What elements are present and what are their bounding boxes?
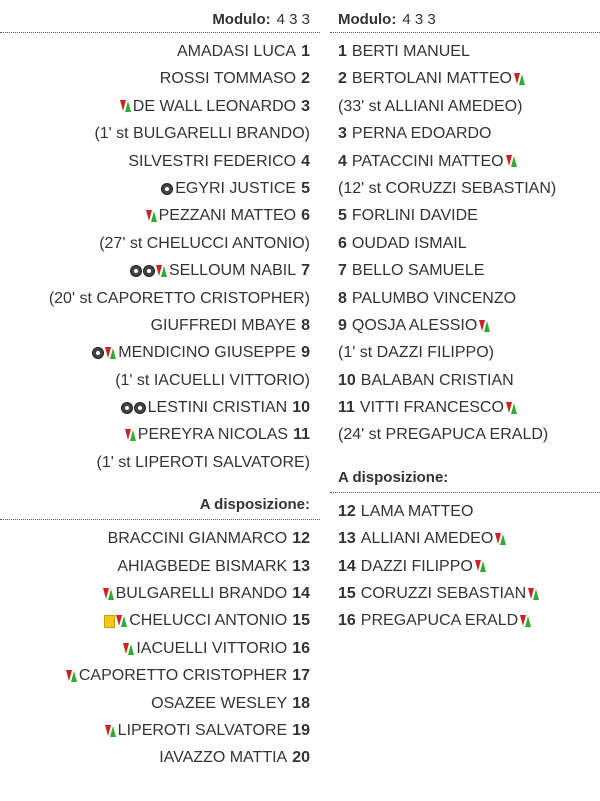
player-name: SELLOUM NABIL bbox=[168, 262, 297, 280]
home-starters-list bbox=[0, 38, 320, 476]
player-number: 14 bbox=[292, 585, 310, 603]
player-row bbox=[0, 635, 320, 662]
player-row bbox=[0, 525, 320, 552]
ball-icon bbox=[161, 183, 173, 195]
player-name: OUDAD ISMAIL bbox=[351, 234, 467, 252]
away-starters-list bbox=[330, 38, 600, 449]
player-name: PREGAPUCA ERALD bbox=[360, 612, 519, 630]
substitution-note bbox=[330, 93, 600, 120]
player-row bbox=[0, 93, 320, 120]
player-number: 16 bbox=[338, 612, 356, 630]
player-name: ROSSI TOMMASO bbox=[159, 70, 297, 88]
player-number: 12 bbox=[338, 502, 356, 520]
player-row bbox=[0, 257, 320, 284]
player-name: FORLINI DAVIDE bbox=[351, 207, 478, 225]
player-row bbox=[0, 65, 320, 92]
player-number: 15 bbox=[292, 612, 310, 630]
player-number: 9 bbox=[338, 316, 347, 334]
player-name: CAPORETTO CRISTOPHER bbox=[78, 667, 288, 685]
player-row bbox=[330, 257, 600, 284]
substitution-note bbox=[0, 230, 320, 257]
player-number: 6 bbox=[338, 234, 347, 252]
home-formation bbox=[0, 0, 320, 32]
event-icons bbox=[92, 346, 116, 360]
player-name: LESTINI CRISTIAN bbox=[147, 399, 288, 417]
event-icons bbox=[105, 724, 116, 738]
home-formation-label: Modulo: bbox=[212, 11, 271, 28]
player-number: 2 bbox=[338, 70, 347, 88]
player-name: GIUFFREDI MBAYE bbox=[150, 316, 297, 334]
player-number: 18 bbox=[292, 694, 310, 712]
player-row bbox=[330, 202, 600, 229]
player-name: BALABAN CRISTIAN bbox=[360, 371, 514, 389]
substitution-note bbox=[0, 367, 320, 394]
player-name: PERNA EDOARDO bbox=[351, 125, 492, 143]
player-row bbox=[0, 148, 320, 175]
home-bench-title: A disposizione: bbox=[199, 496, 310, 514]
substitution-note bbox=[0, 285, 320, 312]
sub-icon bbox=[520, 614, 531, 628]
player-number: 5 bbox=[301, 179, 310, 197]
player-number: 19 bbox=[292, 721, 310, 739]
player-row bbox=[330, 230, 600, 257]
player-name: IACUELLI VITTORIO bbox=[136, 639, 288, 657]
player-row bbox=[0, 312, 320, 339]
event-icons bbox=[120, 99, 131, 113]
player-number: 14 bbox=[338, 557, 356, 575]
player-row bbox=[330, 607, 600, 634]
player-row bbox=[0, 690, 320, 717]
player-name: (1' st BULGARELLI BRANDO) bbox=[94, 125, 310, 143]
player-number: 7 bbox=[301, 262, 310, 280]
player-name: (33' st ALLIANI AMEDEO) bbox=[338, 97, 523, 115]
event-icons bbox=[506, 401, 517, 415]
event-icons bbox=[514, 72, 525, 86]
substitution-note bbox=[330, 421, 600, 448]
away-bench-title: A disposizione: bbox=[338, 468, 449, 486]
sub-icon bbox=[105, 346, 116, 360]
player-name: PATACCINI MATTEO bbox=[351, 152, 504, 170]
player-name: ALLIANI AMEDEO bbox=[360, 530, 494, 548]
player-name: PEREYRA NICOLAS bbox=[137, 426, 289, 444]
player-name: (1' st DAZZI FILIPPO) bbox=[338, 344, 494, 362]
sub-icon bbox=[125, 428, 136, 442]
player-number: 3 bbox=[301, 97, 310, 115]
home-formation-value: 4 3 3 bbox=[276, 11, 310, 28]
player-number: 7 bbox=[338, 262, 347, 280]
player-name: CHELUCCI ANTONIO bbox=[129, 612, 288, 630]
ball-icon bbox=[143, 265, 155, 277]
player-name: BELLO SAMUELE bbox=[351, 262, 485, 280]
player-number: 16 bbox=[292, 639, 310, 657]
player-number: 10 bbox=[292, 399, 310, 417]
player-row bbox=[0, 607, 320, 634]
substitution-note bbox=[330, 339, 600, 366]
player-row bbox=[0, 339, 320, 366]
player-row bbox=[330, 394, 600, 421]
player-name: (12' st CORUZZI SEBASTIAN) bbox=[338, 179, 557, 197]
home-bench-list bbox=[0, 525, 320, 772]
event-icons bbox=[66, 669, 77, 683]
sub-icon bbox=[103, 587, 114, 601]
substitution-note bbox=[0, 449, 320, 476]
event-icons bbox=[104, 614, 127, 628]
player-name: EGYRI JUSTICE bbox=[175, 179, 297, 197]
player-row bbox=[0, 175, 320, 202]
player-number: 9 bbox=[301, 344, 310, 362]
player-name: PALUMBO VINCENZO bbox=[351, 289, 517, 307]
player-row bbox=[330, 120, 600, 147]
player-number: 10 bbox=[338, 371, 356, 389]
player-row bbox=[0, 553, 320, 580]
sub-icon bbox=[123, 642, 134, 656]
event-icons bbox=[121, 402, 146, 414]
player-row bbox=[330, 65, 600, 92]
player-name: OSAZEE WESLEY bbox=[151, 694, 288, 712]
player-number: 8 bbox=[301, 316, 310, 334]
player-number: 13 bbox=[338, 530, 356, 548]
event-icons bbox=[506, 154, 517, 168]
event-icons bbox=[520, 614, 531, 628]
event-icons bbox=[495, 532, 506, 546]
player-row bbox=[330, 38, 600, 65]
player-name: (1' st IACUELLI VITTORIO) bbox=[115, 371, 310, 389]
player-number: 20 bbox=[292, 749, 310, 767]
player-name: QOSJA ALESSIO bbox=[351, 316, 478, 334]
player-name: LAMA MATTEO bbox=[360, 502, 474, 520]
event-icons bbox=[146, 209, 157, 223]
yellow-card-icon bbox=[104, 615, 115, 628]
substitution-note bbox=[330, 175, 600, 202]
sub-icon bbox=[66, 669, 77, 683]
player-row bbox=[330, 553, 600, 580]
player-name: (20' st CAPORETTO CRISTOPHER) bbox=[48, 289, 310, 307]
player-name: DAZZI FILIPPO bbox=[360, 557, 473, 575]
event-icons bbox=[475, 559, 486, 573]
player-name: LIPEROTI SALVATORE bbox=[117, 721, 288, 739]
player-row bbox=[0, 662, 320, 689]
away-bench-list bbox=[330, 498, 600, 635]
event-icons bbox=[123, 642, 134, 656]
player-row bbox=[330, 498, 600, 525]
away-bench-divider bbox=[330, 492, 600, 493]
player-number: 1 bbox=[301, 43, 310, 60]
player-name: BERTOLANI MATTEO bbox=[351, 70, 512, 88]
player-name: SILVESTRI FEDERICO bbox=[128, 152, 297, 170]
event-icons bbox=[125, 428, 136, 442]
player-number: 11 bbox=[293, 426, 310, 444]
sub-icon bbox=[116, 614, 127, 628]
away-team-column bbox=[330, 0, 600, 635]
player-row bbox=[330, 312, 600, 339]
home-formation-divider bbox=[0, 32, 320, 33]
player-number: 6 bbox=[301, 207, 310, 225]
player-name: AHIAGBEDE BISMARK bbox=[117, 557, 288, 575]
player-number: 13 bbox=[292, 557, 310, 575]
substitution-note bbox=[0, 120, 320, 147]
home-bench-divider bbox=[0, 519, 320, 520]
player-name: MENDICINO GIUSEPPE bbox=[118, 344, 297, 362]
player-name: BERTI MANUEL bbox=[351, 43, 470, 60]
player-name: (24' st PREGAPUCA ERALD) bbox=[338, 426, 549, 444]
sub-icon bbox=[479, 319, 490, 333]
player-number: 3 bbox=[338, 125, 347, 143]
away-formation-value: 4 3 3 bbox=[402, 11, 436, 28]
player-name: (27' st CHELUCCI ANTONIO) bbox=[99, 234, 310, 252]
ball-icon bbox=[121, 402, 133, 414]
player-name: VITTI FRANCESCO bbox=[359, 399, 504, 417]
away-formation-label: Modulo: bbox=[338, 11, 397, 28]
player-name: (1' st LIPEROTI SALVATORE) bbox=[96, 453, 310, 471]
away-formation bbox=[330, 0, 600, 32]
sub-icon bbox=[156, 264, 167, 278]
sub-icon bbox=[146, 209, 157, 223]
event-icons bbox=[479, 319, 490, 333]
player-number: 15 bbox=[338, 585, 356, 603]
sub-icon bbox=[514, 72, 525, 86]
player-row bbox=[0, 38, 320, 65]
player-row bbox=[0, 717, 320, 744]
player-number: 4 bbox=[301, 152, 310, 170]
player-number: 4 bbox=[338, 152, 347, 170]
sub-icon bbox=[495, 532, 506, 546]
player-row bbox=[330, 148, 600, 175]
player-row bbox=[0, 394, 320, 421]
sub-icon bbox=[506, 401, 517, 415]
event-icons bbox=[161, 183, 173, 195]
player-row bbox=[0, 421, 320, 448]
player-number: 8 bbox=[338, 289, 347, 307]
player-name: BULGARELLI BRANDO bbox=[115, 585, 288, 603]
player-name: BRACCINI GIANMARCO bbox=[107, 530, 288, 548]
ball-icon bbox=[130, 265, 142, 277]
player-name: PEZZANI MATTEO bbox=[158, 207, 297, 225]
player-number: 12 bbox=[292, 530, 310, 548]
sub-icon bbox=[506, 154, 517, 168]
sub-icon bbox=[105, 724, 116, 738]
event-icons bbox=[528, 587, 539, 601]
ball-icon bbox=[134, 402, 146, 414]
player-name: AMADASI LUCA bbox=[176, 43, 297, 60]
player-name: CORUZZI SEBASTIAN bbox=[360, 585, 527, 603]
player-number: 11 bbox=[338, 399, 355, 417]
player-name: DE WALL LEONARDO bbox=[132, 97, 297, 115]
ball-icon bbox=[92, 347, 104, 359]
player-name: IAVAZZO MATTIA bbox=[159, 749, 288, 767]
player-row bbox=[0, 744, 320, 771]
player-row bbox=[330, 367, 600, 394]
event-icons bbox=[103, 587, 114, 601]
sub-icon bbox=[475, 559, 486, 573]
sub-icon bbox=[120, 99, 131, 113]
player-row bbox=[330, 525, 600, 552]
away-formation-divider bbox=[330, 32, 600, 33]
player-row bbox=[0, 202, 320, 229]
player-number: 17 bbox=[292, 667, 310, 685]
player-number: 5 bbox=[338, 207, 347, 225]
player-row bbox=[0, 580, 320, 607]
player-number: 2 bbox=[301, 70, 310, 88]
player-number: 1 bbox=[338, 43, 347, 60]
player-row bbox=[330, 580, 600, 607]
sub-icon bbox=[528, 587, 539, 601]
player-row bbox=[330, 285, 600, 312]
event-icons bbox=[130, 264, 167, 278]
